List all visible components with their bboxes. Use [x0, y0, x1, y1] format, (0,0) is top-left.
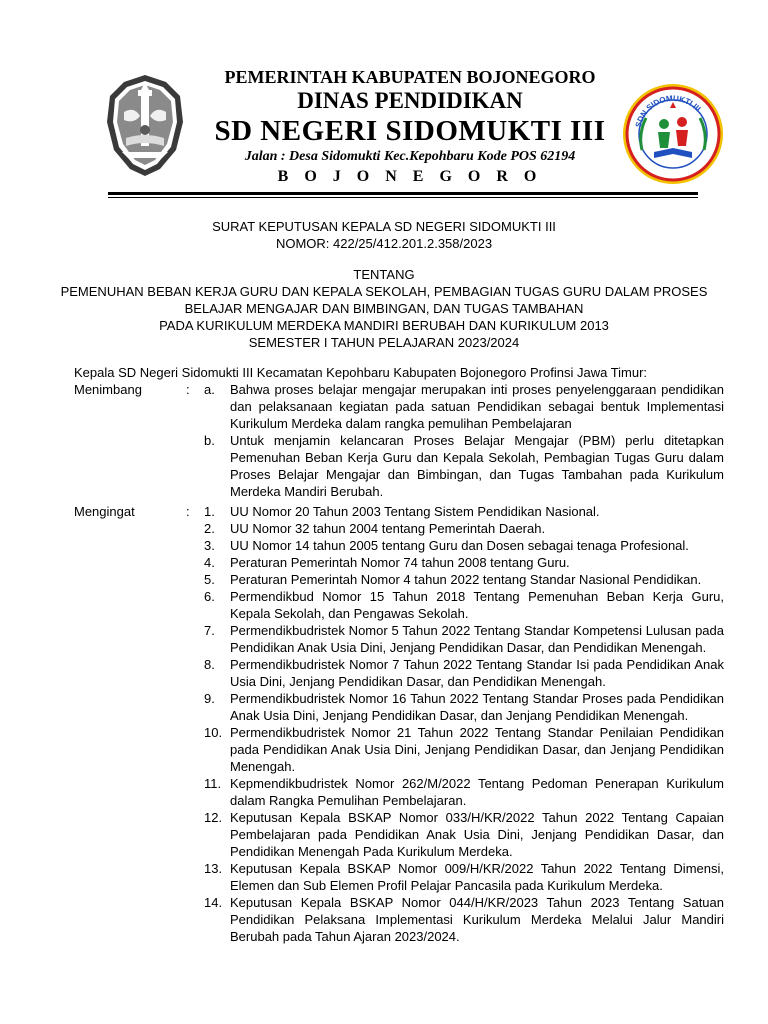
list-item: [74, 432, 724, 500]
item-number: 10.: [204, 725, 223, 740]
section-label: [74, 520, 186, 537]
section-colon: [186, 809, 204, 860]
item-text: Keputusan Kepala BSKAP Nomor 009/H/KR/2022 Tahun 2022 Tentang Dimensi, Elemen dan Sub Elemen Profil Pelajar Pancasila pada Kurikulum Merdeka.: [230, 861, 724, 893]
section-label: [74, 554, 186, 571]
section-colon: [186, 894, 204, 945]
decree-title-line: SURAT KEPUTUSAN KEPALA SD NEGERI SIDOMUKTI III: [212, 219, 556, 234]
section-colon: [186, 571, 204, 588]
section-colon: [186, 724, 204, 775]
item-number: 12.: [204, 810, 223, 825]
item-number: 2.: [204, 521, 215, 536]
section-label: [74, 656, 186, 690]
section-label: [74, 622, 186, 656]
section-label: [74, 571, 186, 588]
letterhead: [0, 0, 768, 200]
item-number: 7.: [204, 623, 215, 638]
item-number: 9.: [204, 691, 215, 706]
section-label: Mengingat: [74, 504, 135, 519]
government-name: PEMERINTAH KABUPATEN BOJONEGORO: [224, 67, 596, 87]
department-name: DINAS PENDIDIKAN: [297, 88, 523, 113]
list-item: [74, 656, 724, 690]
section-colon: [186, 537, 204, 554]
item-text: UU Nomor 14 tahun 2005 tentang Guru dan Dosen sebagai tenaga Profesional.: [230, 538, 689, 553]
list-item: [74, 724, 724, 775]
section-label: [74, 588, 186, 622]
list-item: [74, 554, 724, 571]
section-label: [74, 690, 186, 724]
item-number: 1.: [204, 504, 215, 519]
subject-line: PEMENUHAN BEBAN KERJA GURU DAN KEPALA SEKOLAH, PEMBAGIAN TUGAS GURU DALAM PROSES: [60, 284, 708, 299]
list-item: [74, 775, 724, 809]
section-label: [74, 860, 186, 894]
decree-title: [60, 218, 708, 252]
section-colon: [186, 656, 204, 690]
item-number: b.: [204, 433, 215, 448]
section-label: Menimbang: [74, 382, 142, 397]
city-name: B O J O N E G O R O: [277, 168, 543, 185]
letterhead-rule-thick: [108, 192, 698, 195]
item-text: UU Nomor 32 tahun 2004 tentang Pemerintah Daerah.: [230, 521, 546, 536]
item-number: 11.: [204, 776, 222, 791]
item-text: Untuk menjamin kelancaran Proses Belajar Mengajar (PBM) perlu ditetapkan Pemenuhan Beban Kerja Guru dan Kepala Sekolah, Pembagian Tugas Guru dalam Proses Belajar Mengajar dan Bimbingan, dan Tugas Tambahan pada Kurikulum Merdeka Mandiri Berubah.: [230, 433, 724, 499]
section-colon: [186, 588, 204, 622]
section-label: [74, 432, 186, 500]
section-label: [74, 894, 186, 945]
section-label: [74, 775, 186, 809]
list-item: [74, 571, 724, 588]
item-text: Permendikbudristek Nomor 16 Tahun 2022 Tentang Standar Proses pada Pendidikan Anak Usia Dini, Jenjang Pendidikan Dasar, dan Jenjang Pendidikan Menengah.: [230, 691, 724, 723]
letterhead-rule-thin: [108, 197, 698, 198]
item-number: 8.: [204, 657, 215, 672]
list-item: [74, 503, 724, 520]
list-item: [74, 809, 724, 860]
section-colon: [186, 554, 204, 571]
decree-number: NOMOR: 422/25/412.201.2.358/2023: [275, 236, 493, 251]
section-label: [74, 724, 186, 775]
section-colon: :: [186, 504, 190, 519]
section-colon: :: [186, 382, 190, 397]
list-item: [74, 860, 724, 894]
section-colon: [186, 860, 204, 894]
item-text: Kepmendikbudristek Nomor 262/M/2022 Tentang Pedoman Penerapan Kurikulum dalam Rangka Pemulihan Pembelajaran.: [230, 776, 724, 808]
list-item: [74, 622, 724, 656]
subject-line: BELAJAR MENGAJAR DAN BIMBINGAN, DAN TUGAS TAMBAHAN: [184, 301, 584, 316]
item-number: 6.: [204, 589, 215, 604]
section-colon: [186, 432, 204, 500]
item-text: Peraturan Pemerintah Nomor 74 tahun 2008 tentang Guru.: [230, 555, 570, 570]
school-emblem-icon: [620, 78, 726, 188]
item-text: Peraturan Pemerintah Nomor 4 tahun 2022 tentang Standar Nasional Pendidikan.: [230, 572, 702, 587]
item-number: a.: [204, 382, 215, 397]
emblem-text: SDN SIDOMUKTI III: [633, 93, 703, 129]
list-item: [74, 537, 724, 554]
menimbang-section: [74, 381, 724, 500]
section-colon: [186, 520, 204, 537]
item-text: Keputusan Kepala BSKAP Nomor 044/H/KR/2023 Tahun 2023 Tentang Satuan Pendidikan Pelaksana Implementasi Kurikulum Merdeka Melalui Jalur Mandiri Berubah pada Tahun Ajaran 2023/2024.: [230, 895, 724, 944]
item-number: 3.: [204, 538, 215, 553]
item-text: Permendikbudristek Nomor 5 Tahun 2022 Tentang Standar Kompetensi Lulusan pada Pendidikan Anak Usia Dini, Jenjang Pendidikan Dasar, dan Pendidikan Menengah.: [230, 623, 724, 655]
school-name: SD NEGERI SIDOMUKTI III: [214, 115, 606, 147]
item-number: 13.: [204, 861, 223, 876]
section-label: [74, 809, 186, 860]
school-address: Jalan : Desa Sidomukti Kec.Kepohbaru Kode POS 62194: [244, 149, 576, 164]
letterhead-text: [190, 66, 630, 188]
list-item: [74, 381, 724, 432]
item-text: UU Nomor 20 Tahun 2003 Tentang Sistem Pendidikan Nasional.: [230, 504, 600, 519]
decree-body: [74, 364, 724, 945]
subject-line: SEMESTER I TAHUN PELAJARAN 2023/2024: [248, 335, 520, 350]
list-item: [74, 690, 724, 724]
item-text: Permendikbudristek Nomor 21 Tahun 2022 Tentang Standar Penilaian Pendidikan pada Pendidikan Anak Usia Dini, Jenjang Pendidikan Dasar, dan Jenjang Pendidikan Menengah.: [230, 725, 724, 774]
item-text: Keputusan Kepala BSKAP Nomor 033/H/KR/2022 Tahun 2022 Tentang Capaian Pembelajaran pada Pendidikan Anak Usia Dini, Jenjang Pendidikan Dasar, dan Pendidikan Menengah Pada Kurikulum Merdeka.: [230, 810, 724, 859]
subject-line: PADA KURIKULUM MERDEKA MANDIRI BERUBAH DAN KURIKULUM 2013: [159, 318, 609, 333]
list-item: [74, 894, 724, 945]
item-text: Permendikbudristek Nomor 7 Tahun 2022 Tentang Standar Isi pada Pendidikan Anak Usia Dini, Jenjang Pendidikan Dasar, dan Pendidikan Menengah.: [230, 657, 724, 689]
tentang-heading: TENTANG: [353, 267, 415, 282]
item-text: Permendikbud Nomor 15 Tahun 2018 Tentang Pemenuhan Beban Kerja Guru, Kepala Sekolah, dan Pengawas Sekolah.: [230, 589, 724, 621]
item-number: 14.: [204, 895, 223, 910]
item-number: 5.: [204, 572, 215, 587]
section-colon: [186, 690, 204, 724]
bojonegoro-regency-crest-icon: [104, 72, 186, 180]
list-item: [74, 520, 724, 537]
section-colon: [186, 622, 204, 656]
item-text: Bahwa proses belajar mengajar merupakan inti proses penyelenggaraan pendidikan dan pelaksanaan kegiatan pada satuan Pendidikan sebagai bentuk Implementasi Kurikulum Merdeka dalam rangka pemulihan Pembelajaran: [230, 382, 724, 431]
list-item: [74, 588, 724, 622]
section-label: [74, 537, 186, 554]
section-colon: [186, 775, 204, 809]
item-number: 4.: [204, 555, 215, 570]
decree-subject: [60, 266, 708, 351]
mengingat-section: [74, 503, 724, 945]
intro-paragraph: Kepala SD Negeri Sidomukti III Kecamatan Kepohbaru Kabupaten Bojonegoro Profinsi Jawa Timur:: [74, 365, 648, 380]
